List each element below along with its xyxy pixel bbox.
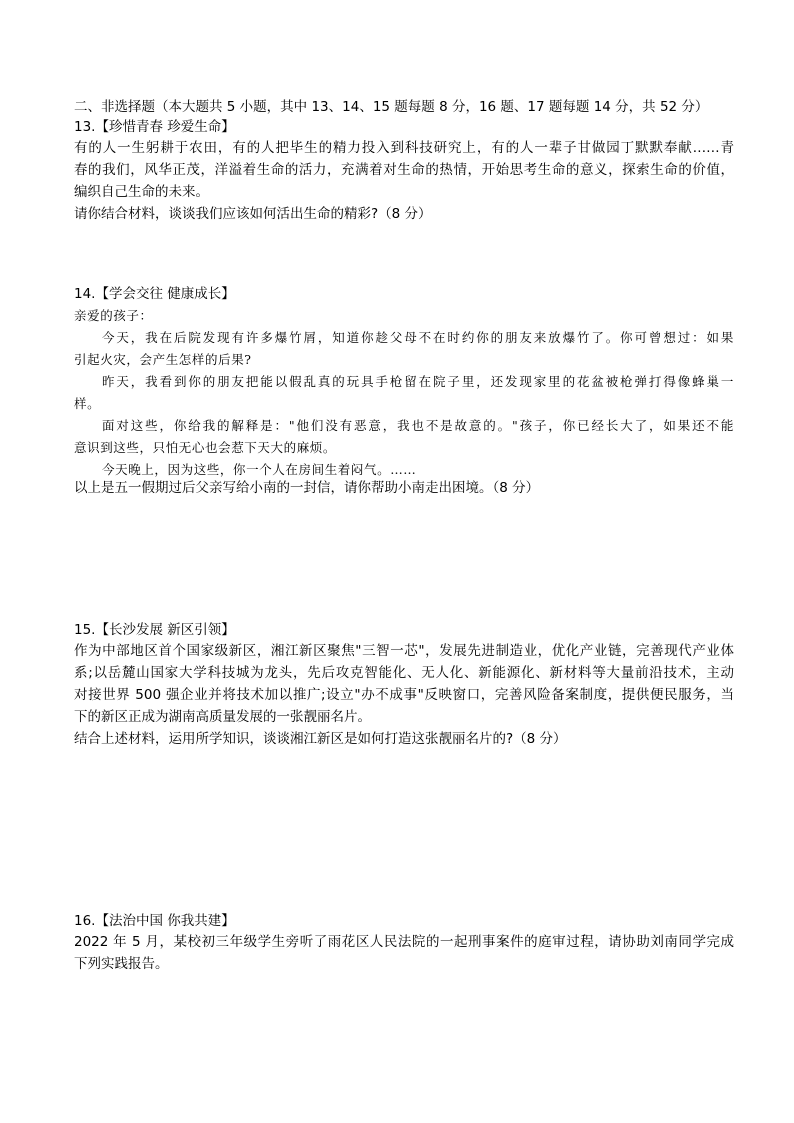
q15-text-line: 作为中部地区首个国家级新区，湘江新区聚焦"三智一芯"，发展先进制造业，优化产业链，完善现代产业体: [74, 643, 734, 659]
q14-letter-salutation: 亲爱的孩子：: [74, 308, 153, 323]
q14-letter-line: 样。: [74, 396, 101, 411]
q14-letter-line: 今天晚上，因为这些，你一个人在房间生着闷气。……: [102, 462, 417, 477]
q15-text-line: 系;以岳麓山国家大学科技城为龙头，先后攻克智能化、无人化、新能源化、新材料等大量前沿技术，主动: [74, 665, 734, 681]
q15-question: 结合上述材料，运用所学知识，谈谈湘江新区是如何打造这张靓丽名片的?（8 分）: [74, 731, 567, 747]
q15-title: 15.【长沙发展 新区引领】: [74, 622, 235, 638]
q13-text-line: 编织自己生命的未来。: [74, 184, 209, 200]
q13-text-line: 有的人一生躬耕于农田，有的人把毕生的精力投入到科技研究上，有的人一辈子甘做园丁默默奉献……青: [74, 140, 734, 156]
q14-letter-line: 今天，我在后院发现有许多爆竹屑，知道你趁父母不在时约你的朋友来放爆竹了。你可曾想过：如果: [102, 330, 734, 345]
section-heading: 二、非选择题（本大题共 5 小题，其中 13、14、15 题每题 8 分，16 题、17 题每题 14 分，共 52 分）: [74, 99, 709, 115]
q16-text-line: 下列实践报告。: [74, 956, 169, 972]
q14-letter-line: 昨天，我看到你的朋友把能以假乱真的玩具手枪留在院子里，还发现家里的花盆被枪弹打得像蜂巢一: [102, 374, 734, 389]
q16-text-line: 2022 年 5 月，某校初三年级学生旁听了雨花区人民法院的一起刑事案件的庭审过程，请协助刘南同学完成: [74, 934, 734, 950]
q13-question: 请你结合材料，谈谈我们应该如何活出生命的精彩?（8 分）: [74, 206, 432, 222]
q14-letter-line: 引起火灾，会产生怎样的后果?: [74, 352, 252, 367]
q14-letter-line: 面对这些，你给我的解释是："他们没有恶意，我也不是故意的。"孩子，你已经长大了，如果还不能: [102, 418, 734, 433]
q16-title: 16.【法治中国 你我共建】: [74, 913, 235, 929]
q14-title: 14.【学会交往 健康成长】: [74, 286, 235, 302]
q15-text-line: 下的新区正成为湖南高质量发展的一张靓丽名片。: [74, 709, 371, 725]
q14-letter-line: 意识到这些，只怕无心也会惹下天大的麻烦。: [74, 440, 337, 455]
q13-title: 13.【珍惜青春 珍爱生命】: [74, 119, 235, 135]
q15-text-line: 对接世界 500 强企业并将技术加以推广;设立"办不成事"反映窗口，完善风险备案制度，提供便民服务，当: [74, 687, 734, 703]
q13-text-line: 春的我们，风华正茂，洋溢着生命的活力，充满着对生命的热情，开始思考生命的意义，探索生命的价值，: [74, 162, 734, 178]
q14-question: 以上是五一假期过后父亲写给小南的一封信，请你帮助小南走出困境。（8 分）: [74, 480, 540, 496]
